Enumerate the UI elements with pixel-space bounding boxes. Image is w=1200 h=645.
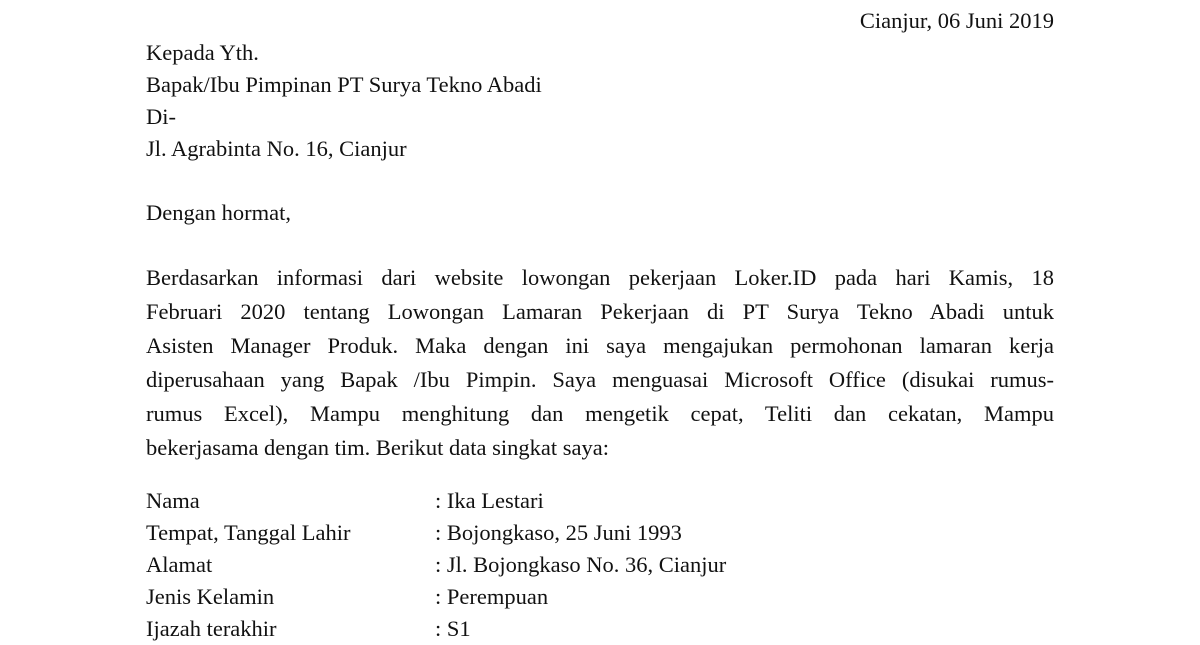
data-value: : S1: [435, 616, 471, 641]
recipient-line-1: Kepada Yth.: [146, 40, 259, 65]
salutation: Dengan hormat,: [146, 200, 291, 225]
data-label: Tempat, Tanggal Lahir: [146, 520, 351, 545]
data-value: : Ika Lestari: [435, 488, 544, 513]
body-line: Berdasarkan informasi dari website lowongan pekerjaan Loker.ID pada hari Kamis, 18: [146, 265, 1054, 290]
body-line: Asisten Manager Produk. Maka dengan ini saya mengajukan permohonan lamaran kerja: [146, 333, 1054, 358]
recipient-line-3: Di-: [146, 104, 176, 129]
body-line: diperusahaan yang Bapak /Ibu Pimpin. Saya menguasai Microsoft Office (disukai rumus-: [146, 367, 1054, 392]
body-line: bekerjasama dengan tim. Berikut data singkat saya:: [146, 435, 609, 460]
data-label: Nama: [146, 488, 200, 513]
body-paragraph: [146, 261, 1054, 465]
recipient-line-4: Jl. Agrabinta No. 16, Cianjur: [146, 136, 407, 161]
data-label: Ijazah terakhir: [146, 616, 277, 641]
data-value: : Bojongkaso, 25 Juni 1993: [435, 520, 682, 545]
place-date: Cianjur, 06 Juni 2019: [859, 8, 1054, 33]
data-label: Jenis Kelamin: [146, 584, 275, 609]
data-value: : Jl. Bojongkaso No. 36, Cianjur: [435, 552, 727, 577]
data-value: : Perempuan: [435, 584, 549, 609]
body-line: rumus Excel), Mampu menghitung dan mengetik cepat, Teliti dan cekatan, Mampu: [146, 401, 1054, 426]
body-line: Februari 2020 tentang Lowongan Lamaran Pekerjaan di PT Surya Tekno Abadi untuk: [146, 299, 1054, 324]
recipient-line-2: Bapak/Ibu Pimpinan PT Surya Tekno Abadi: [146, 72, 542, 97]
data-label: Alamat: [146, 552, 213, 577]
